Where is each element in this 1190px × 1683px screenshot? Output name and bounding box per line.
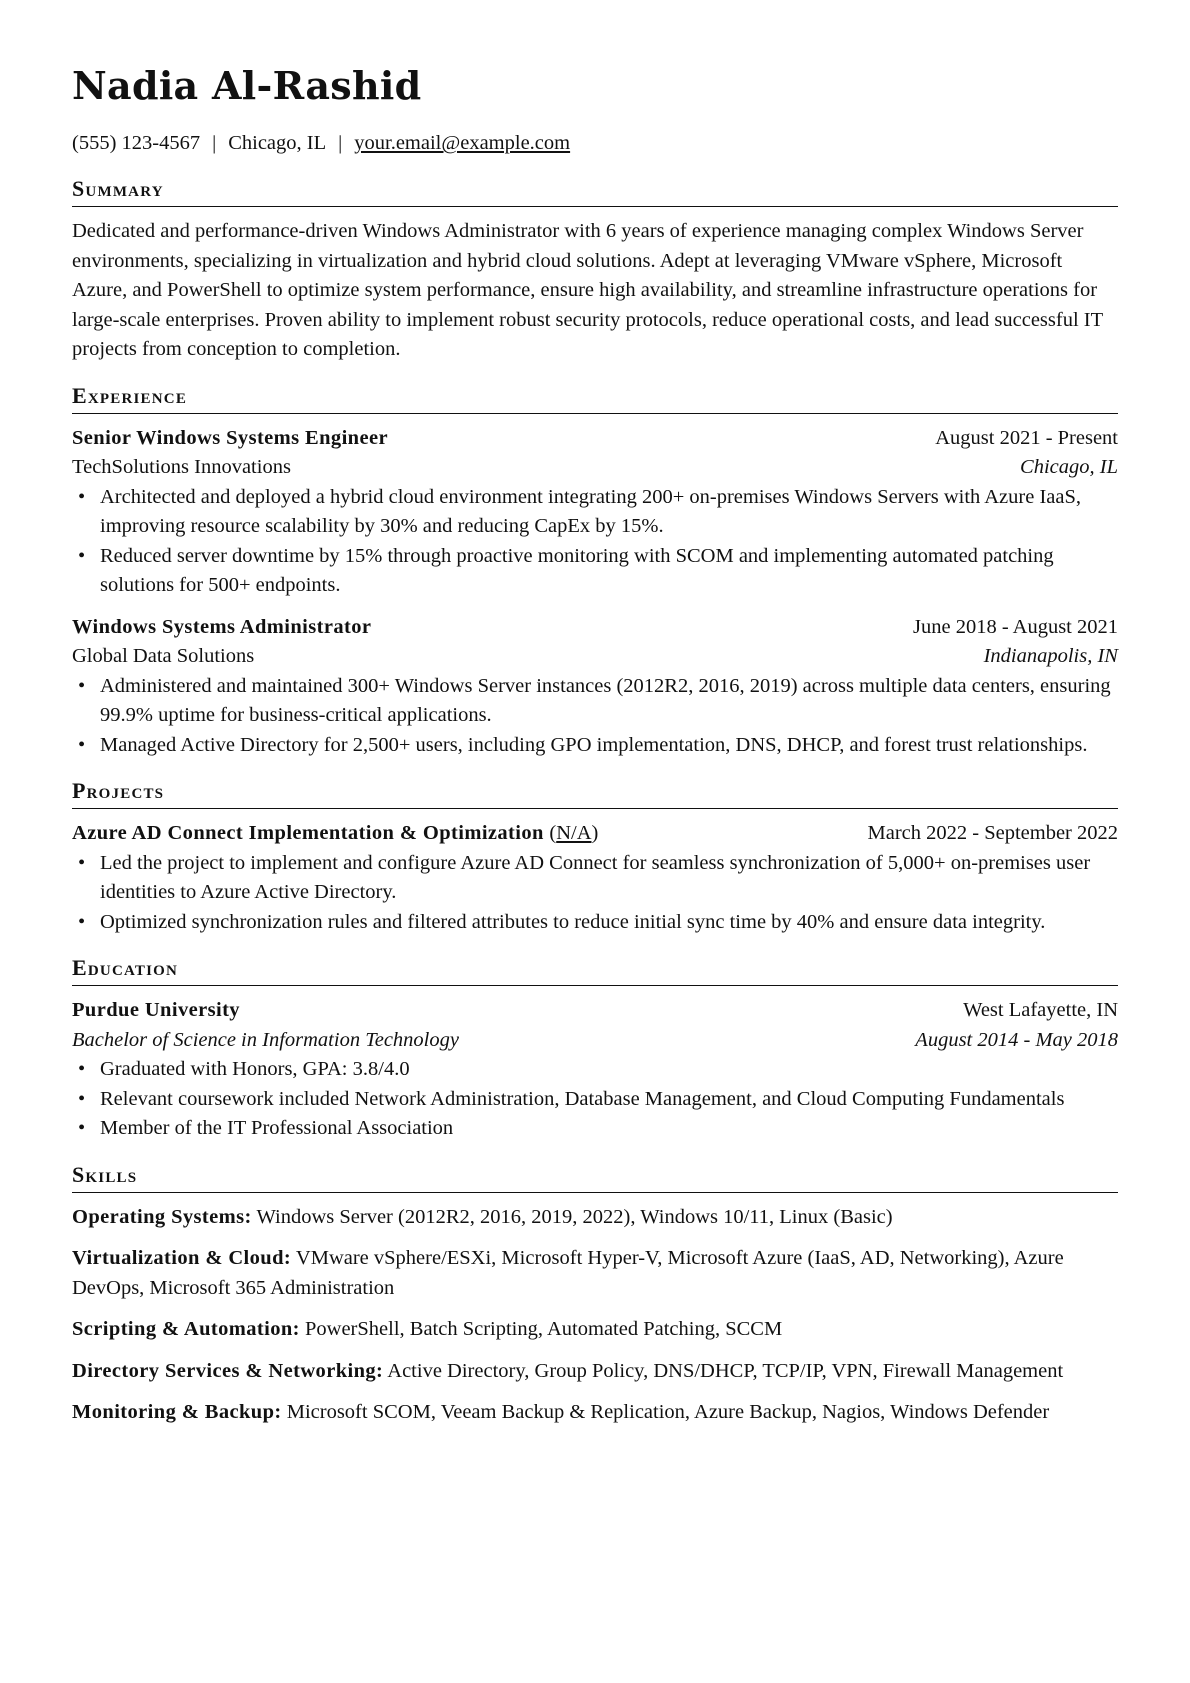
job-location: Indianapolis, IN — [983, 645, 1118, 667]
summary-text: Dedicated and performance-driven Windows Administrator with 6 years of experience managing complex Windows Server environments, specializing in virtualization and hybrid cloud solutions. Adept at leveraging VMware vSphere, Microsoft Azure, and PowerShell to optimize system performance, ensure high availability, and streamline infrastructure operations for large-scale enterprises. Proven ability to implement robust security protocols, reduce operational costs, and lead successful IT projects from conception to completion. — [72, 220, 1103, 360]
email-link[interactable]: your.email@example.com — [354, 132, 571, 154]
bullet-item: • Architected and deployed a hybrid cloud environment integrating 200+ on-premises Windows Servers with Azure IaaS, improving resource scalability by 30% and reducing CapEx by 15%. — [72, 483, 1118, 542]
skill-line — [72, 1244, 1118, 1303]
projects-section — [72, 776, 1118, 937]
bullet-item: • Reduced server downtime by 15% through proactive monitoring with SCOM and implementing automated patching solutions for 500+ endpoints. — [72, 542, 1118, 601]
job-title-row — [72, 424, 1118, 454]
job-bullets — [72, 672, 1118, 761]
project-link-open: ( — [549, 822, 557, 844]
experience-section — [72, 381, 1118, 761]
bullet-item: • Graduated with Honors, GPA: 3.8/4.0 — [72, 1055, 1118, 1085]
school-row — [72, 996, 1118, 1026]
phone-number: (555) 123-4567 — [72, 132, 201, 154]
skill-label: Operating Systems: — [72, 1205, 252, 1228]
project-bullets — [72, 849, 1118, 938]
job-title: Senior Windows Systems Engineer — [72, 426, 388, 449]
company-name: Global Data Solutions — [72, 645, 255, 667]
skills-section — [72, 1160, 1118, 1428]
skill-line — [72, 1203, 1118, 1233]
degree: Bachelor of Science in Information Technology — [72, 1028, 459, 1051]
projects-heading: Projects — [72, 776, 1118, 809]
job-title-row — [72, 613, 1118, 643]
education-dates: August 2014 - May 2018 — [915, 1028, 1118, 1051]
school-name: Purdue University — [72, 999, 240, 1021]
school-location: West Lafayette, IN — [963, 999, 1118, 1021]
skill-label: Scripting & Automation: — [72, 1318, 300, 1340]
experience-heading: Experience — [72, 381, 1118, 414]
project-title — [72, 819, 598, 849]
job-company-row — [72, 642, 1118, 672]
job-entry — [72, 613, 1118, 761]
education-bullets — [72, 1055, 1118, 1144]
job-dates: August 2021 - Present — [935, 426, 1118, 449]
summary-heading: Summary — [72, 174, 1118, 207]
education-entry — [72, 996, 1118, 1144]
bullet-item: • Member of the IT Professional Association — [72, 1114, 1118, 1144]
skill-line — [72, 1357, 1118, 1387]
project-entry — [72, 819, 1118, 937]
project-title-row — [72, 819, 1118, 849]
education-heading: Education — [72, 953, 1118, 986]
candidate-name: Nadia Al-Rashid — [72, 63, 422, 108]
location: Chicago, IL — [228, 132, 327, 154]
skill-label: Monitoring & Backup: — [72, 1401, 282, 1423]
summary-section — [72, 174, 1118, 365]
job-bullets — [72, 483, 1118, 601]
job-location: Chicago, IL — [1020, 456, 1118, 478]
skill-value: VMware vSphere/ESXi, Microsoft Hyper-V, Microsoft Azure (IaaS, AD, Networking), Azure DevOps, Microsoft 365 Administration — [72, 1247, 1064, 1299]
skill-line — [72, 1315, 1118, 1345]
project-name: Azure AD Connect Implementation & Optimization — [72, 822, 544, 844]
skills-heading: Skills — [72, 1160, 1118, 1193]
skill-label: Virtualization & Cloud: — [72, 1247, 292, 1269]
project-link[interactable]: N/A — [556, 822, 592, 844]
job-company-row — [72, 453, 1118, 483]
degree-row — [72, 1026, 1118, 1056]
bullet-item: • Administered and maintained 300+ Windows Server instances (2012R2, 2016, 2019) across multiple data centers, ensuring 99.9% uptime for business-critical applications. — [72, 672, 1118, 731]
job-entry — [72, 424, 1118, 601]
bullet-item: • Managed Active Directory for 2,500+ users, including GPO implementation, DNS, DHCP, and forest trust relationships. — [72, 731, 1118, 761]
company-name: TechSolutions Innovations — [72, 456, 291, 478]
project-link-close: ) — [591, 822, 599, 844]
contact-line — [72, 128, 1118, 158]
bullet-item: • Led the project to implement and configure Azure AD Connect for seamless synchronization of 5,000+ on-premises user identities to Azure Active Directory. — [72, 849, 1118, 908]
skill-line — [72, 1398, 1118, 1428]
skill-label: Directory Services & Networking: — [72, 1359, 384, 1382]
bullet-item: • Relevant coursework included Network Administration, Database Management, and Cloud Computing Fundamentals — [72, 1085, 1118, 1115]
skill-value: Windows Server (2012R2, 2016, 2019, 2022), Windows 10/11, Linux (Basic) — [256, 1205, 893, 1228]
skill-value: Active Directory, Group Policy, DNS/DHCP, TCP/IP, VPN, Firewall Management — [387, 1359, 1064, 1382]
skill-value: Microsoft SCOM, Veeam Backup & Replication, Azure Backup, Nagios, Windows Defender — [286, 1401, 1050, 1423]
separator: | — [212, 132, 217, 154]
skill-value: PowerShell, Batch Scripting, Automated Patching, SCCM — [305, 1318, 783, 1340]
job-title: Windows Systems Administrator — [72, 615, 372, 638]
bullet-item: • Optimized synchronization rules and filtered attributes to reduce initial sync time by 40% and ensure data integrity. — [72, 908, 1118, 938]
project-dates: March 2022 - September 2022 — [867, 822, 1118, 844]
job-dates: June 2018 - August 2021 — [913, 615, 1118, 638]
separator: | — [338, 132, 343, 154]
education-section — [72, 953, 1118, 1144]
